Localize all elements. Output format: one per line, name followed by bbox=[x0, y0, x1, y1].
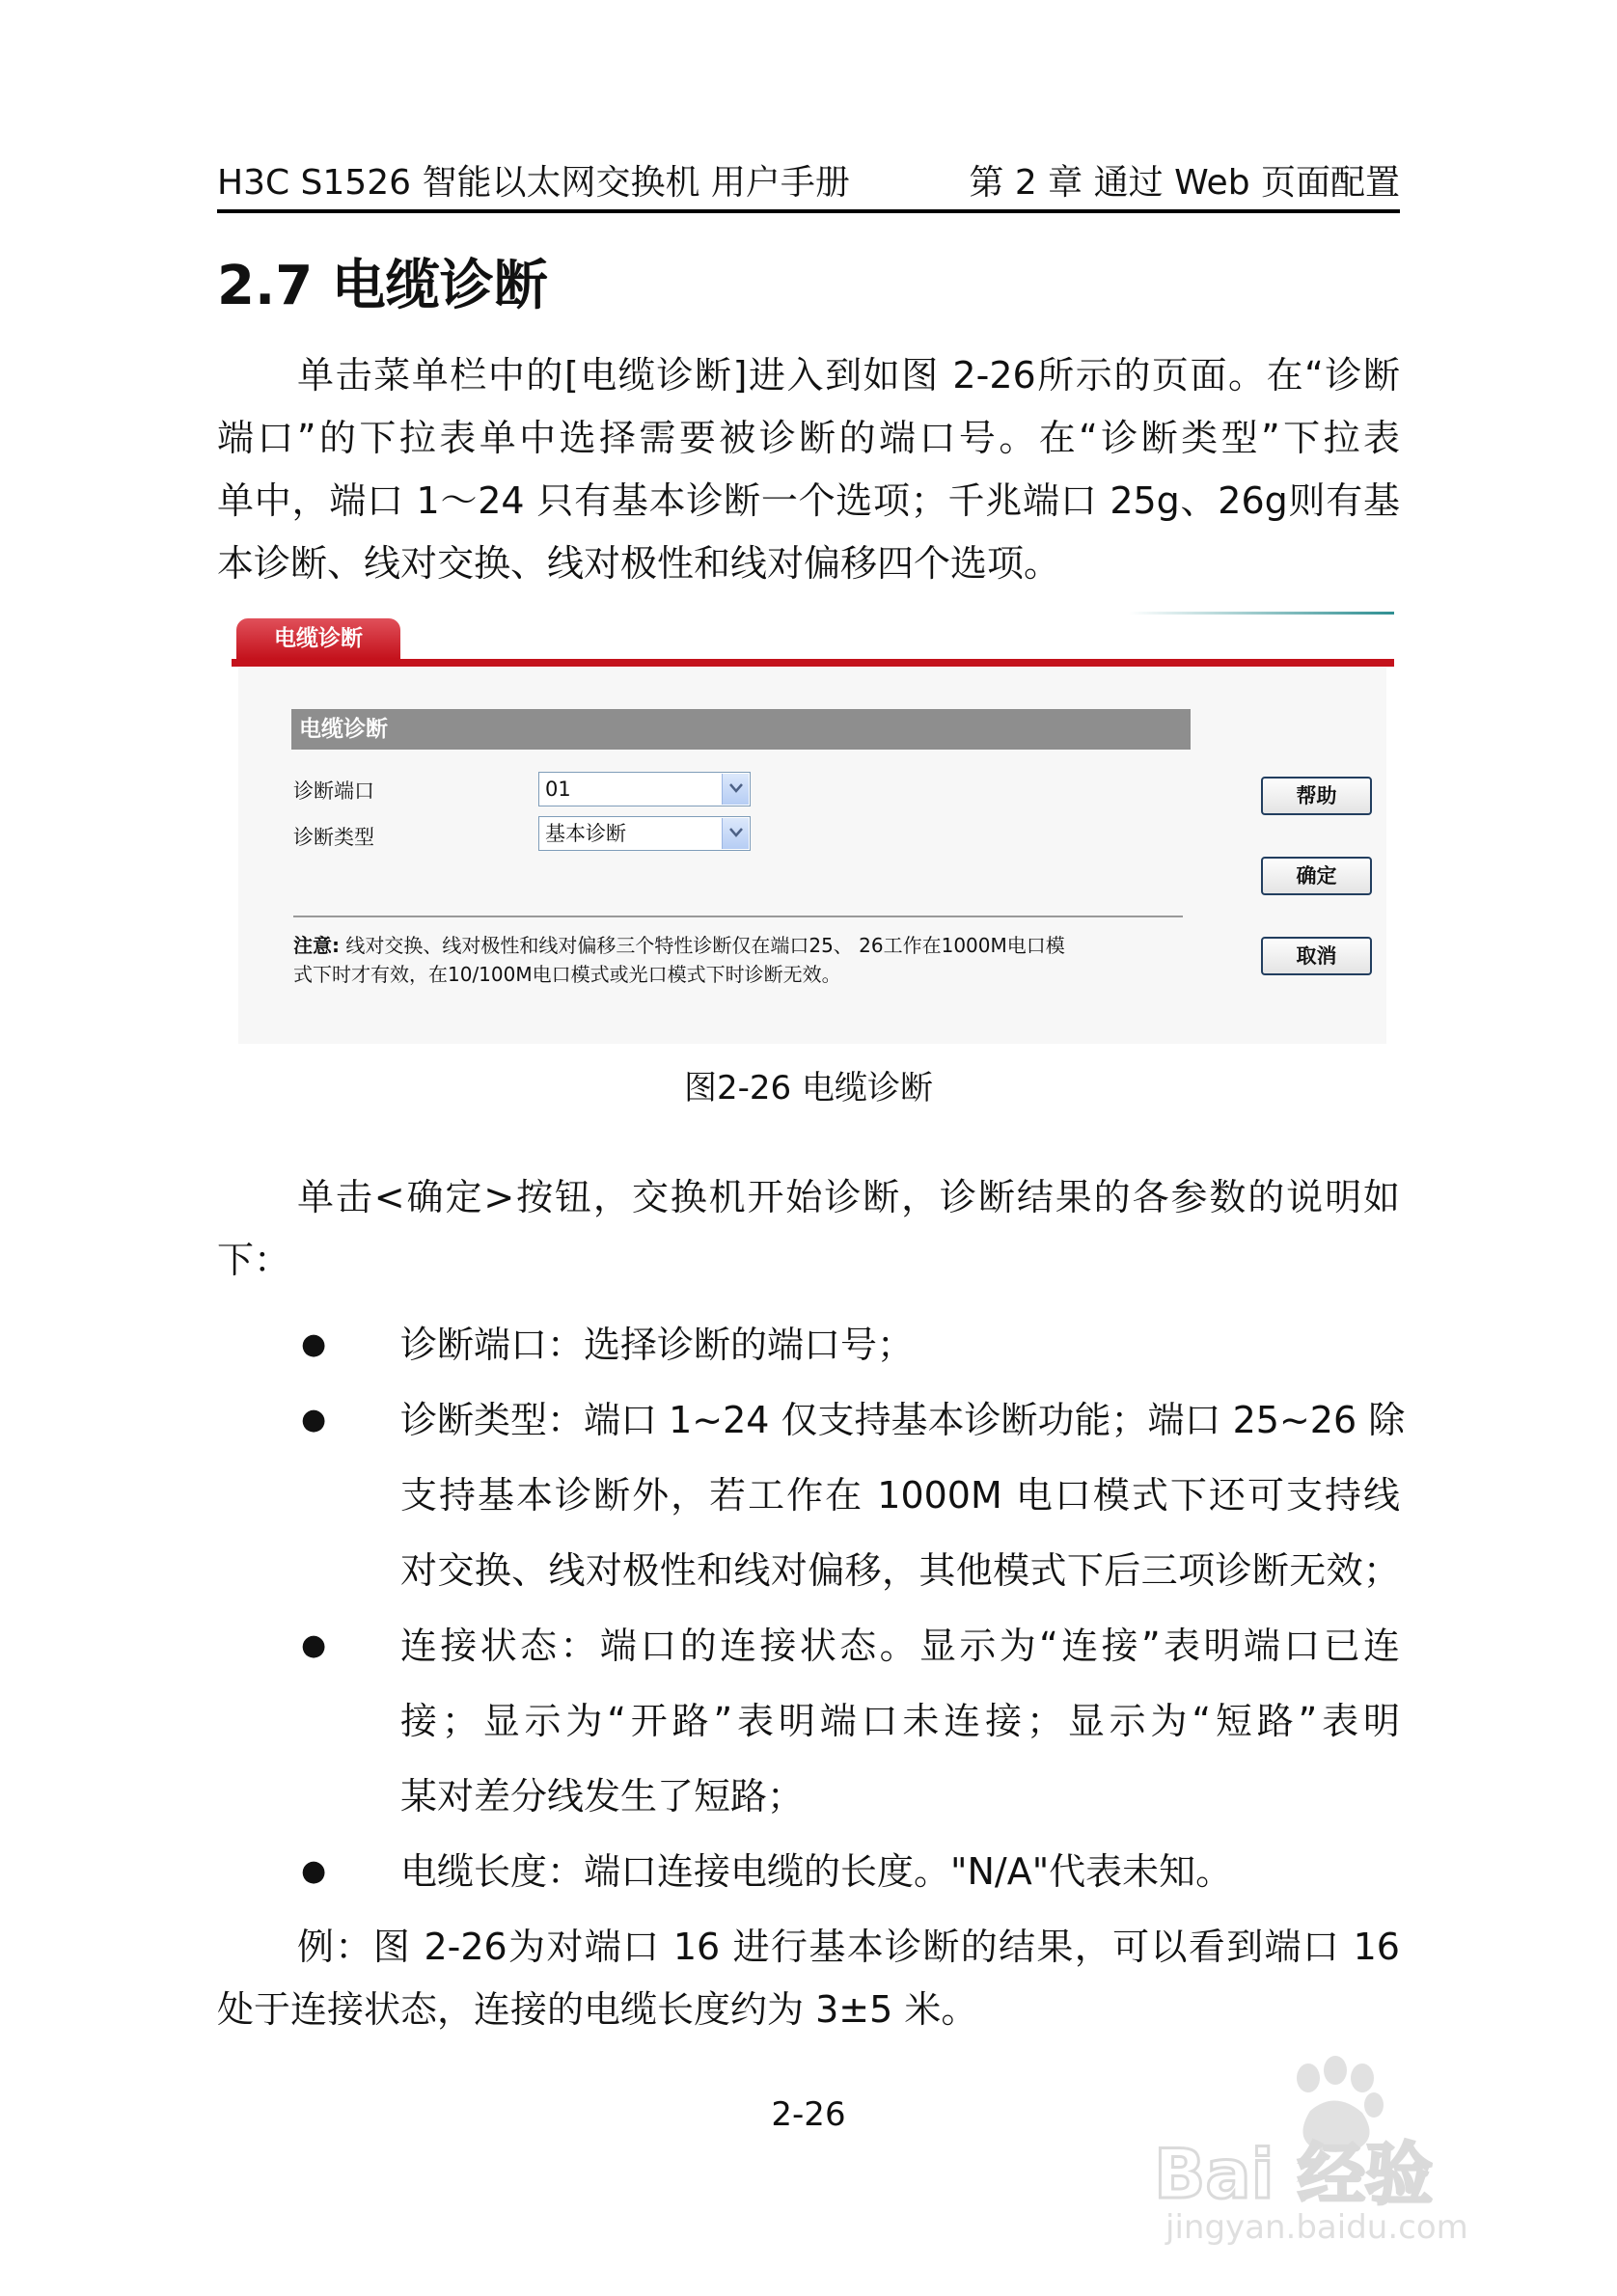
header-divider bbox=[217, 209, 1400, 213]
list-item bbox=[400, 1382, 1406, 1608]
figure-caption: 图2-26 电缆诊断 bbox=[684, 1069, 933, 1107]
panel-title: 电缆诊断 bbox=[291, 709, 1191, 750]
example-paragraph bbox=[217, 1916, 1400, 2041]
paragraph-line: 下： bbox=[217, 1239, 291, 1281]
list-item-line: 连接状态：端口的连接状态。显示为“连接”表明端口已连 bbox=[400, 1625, 1400, 1667]
note-prefix: 注意: bbox=[293, 934, 340, 957]
note-line: 式下时才有效，在10/100M电口模式或光口模式下时诊断无效。 bbox=[293, 963, 841, 986]
list-item-line: 某对差分线发生了短路； bbox=[400, 1775, 805, 1818]
chevron-down-icon[interactable] bbox=[722, 774, 749, 805]
baidu-watermark bbox=[1146, 2053, 1522, 2246]
paw-logo-icon bbox=[1146, 2053, 1522, 2246]
intro-line: 单中，端口 1～24 只有基本诊断一个选项；千兆端口 25g、26g则有基 bbox=[217, 479, 1400, 522]
list-item-line: 支持基本诊断外，若工作在 1000M 电口模式下还可支持线 bbox=[400, 1474, 1400, 1517]
tab-underline-bar bbox=[232, 659, 1394, 667]
list-item-line: 对交换、线对极性和线对偏移，其他模式下后三项诊断无效； bbox=[400, 1549, 1400, 1592]
tab-cable-diagnosis[interactable]: 电缆诊断 bbox=[236, 618, 400, 659]
list-item bbox=[400, 1608, 1400, 1834]
diagnosis-port-label: 诊断端口 bbox=[293, 779, 374, 803]
diagnosis-type-value: 基本诊断 bbox=[545, 822, 626, 845]
list-item-line: 接；显示为“开路”表明端口未连接；显示为“短路”表明 bbox=[400, 1700, 1400, 1742]
intro-line: 单击菜单栏中的[电缆诊断]进入到如图 2-26所示的页面。在“诊断 bbox=[297, 354, 1400, 396]
page-number: 2-26 bbox=[771, 2095, 846, 2134]
bullet-symbol: ● bbox=[301, 1628, 327, 1662]
list-item bbox=[400, 1307, 1400, 1382]
intro-line: 本诊断、线对交换、线对极性和线对偏移四个选项。 bbox=[217, 542, 1061, 585]
cancel-button[interactable]: 取消 bbox=[1261, 937, 1372, 975]
chevron-down-icon[interactable] bbox=[722, 818, 749, 849]
running-header-title: H3C S1526 智能以太网交换机 用户手册 bbox=[217, 163, 850, 203]
watermark-brand: Bai 经验 bbox=[1154, 2135, 1433, 2214]
help-button[interactable]: 帮助 bbox=[1261, 777, 1372, 815]
description-paragraph bbox=[217, 1166, 1400, 1292]
paragraph-line: 单击<确定>按钮，交换机开始诊断，诊断结果的各参数的说明如 bbox=[297, 1176, 1400, 1218]
form-divider bbox=[293, 916, 1183, 917]
bullet-symbol: ● bbox=[301, 1403, 327, 1436]
diagnosis-port-value: 01 bbox=[545, 778, 571, 801]
ok-button[interactable]: 确定 bbox=[1261, 857, 1372, 895]
intro-paragraph bbox=[217, 344, 1400, 595]
section-title: 2.7 电缆诊断 bbox=[217, 255, 548, 317]
bullet-symbol: ● bbox=[301, 1854, 327, 1888]
intro-line: 端口”的下拉表单中选择需要被诊断的端口号。在“诊断类型”下拉表 bbox=[217, 417, 1400, 459]
watermark-url: jingyan.baidu.com bbox=[1165, 2208, 1468, 2246]
example-line: 处于连接状态，连接的电缆长度约为 3±5 米。 bbox=[217, 1988, 978, 2031]
list-item-line: 诊断类型：端口 1~24 仅支持基本诊断功能；端口 25~26 除 bbox=[400, 1399, 1406, 1441]
running-header-chapter: 第 2 章 通过 Web 页面配置 bbox=[969, 163, 1400, 203]
figure-accent-line bbox=[1129, 612, 1394, 615]
note-line: 线对交换、线对极性和线对偏移三个特性诊断仅在端口25、 26工作在1000M电口模 bbox=[340, 934, 1065, 957]
diagnosis-type-select[interactable] bbox=[538, 816, 751, 851]
note-text bbox=[293, 931, 1181, 989]
example-line: 例：图 2-26为对端口 16 进行基本诊断的结果，可以看到端口 16 bbox=[297, 1926, 1400, 1968]
list-item-line: 电缆长度：端口连接电缆的长度。"N/A"代表未知。 bbox=[400, 1850, 1233, 1893]
list-item-line: 诊断端口：选择诊断的端口号； bbox=[400, 1324, 915, 1366]
bullet-symbol: ● bbox=[301, 1327, 327, 1361]
diagnosis-type-label: 诊断类型 bbox=[293, 826, 374, 849]
list-item bbox=[400, 1834, 1400, 1909]
diagnosis-port-select[interactable] bbox=[538, 772, 751, 806]
